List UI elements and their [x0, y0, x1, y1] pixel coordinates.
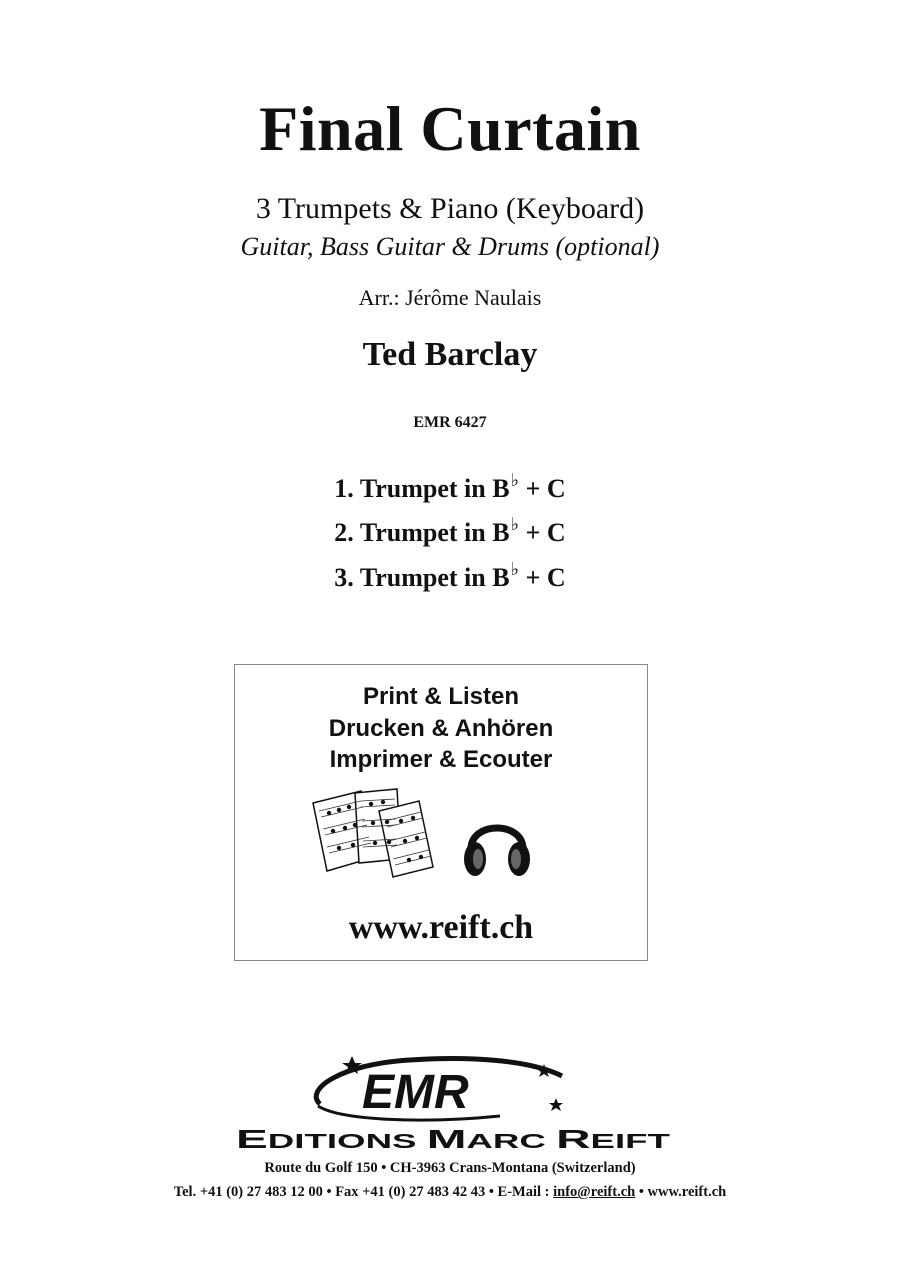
publisher-name [236, 1124, 670, 1154]
optional-instruments: Guitar, Bass Guitar & Drums (optional) [240, 232, 660, 261]
promo-line-french: Imprimer & Ecouter [329, 746, 553, 773]
promo-line-german: Drucken & Anhören [328, 715, 554, 742]
print-listen-box [234, 664, 648, 961]
promo-line-english: Print & Listen [362, 683, 519, 710]
part-1 [0, 470, 900, 504]
flat-sign: ♭ [510, 559, 520, 579]
part-3-name: 3. Trumpet in B [334, 563, 510, 592]
part-2-key: + C [519, 518, 566, 547]
publisher-contact [0, 1184, 900, 1201]
part-1-name: 1. Trumpet in B [334, 474, 510, 503]
headphones-icon [461, 803, 533, 883]
svg-text:EDITIONS MARC REIFT: E DITIONS M ARC R EIFT [236, 1124, 634, 1154]
flat-sign: ♭ [510, 514, 520, 534]
sheet-music-icon [309, 787, 439, 881]
catalog-number: EMR 6427 [413, 414, 487, 431]
publisher-address: Route du Golf 150 • CH-3963 Crans-Montana (Switzerland) [264, 1160, 636, 1176]
flat-sign: ♭ [510, 470, 520, 490]
part-3-key: + C [519, 563, 566, 592]
emr-logo [300, 1050, 590, 1130]
arranger: Arr.: Jérôme Naulais [358, 285, 542, 310]
instrumentation: 3 Trumpets & Piano (Keyboard) [255, 192, 645, 225]
part-2-name: 2. Trumpet in B [334, 518, 510, 547]
part-3 [0, 559, 900, 593]
logo-text: EMR [362, 1066, 469, 1119]
contact-website[interactable]: • www.reift.ch [635, 1184, 727, 1200]
contact-phone-fax: Tel. +41 (0) 27 483 12 00 • Fax +41 (0) 27 483 42 43 • E-Mail : [173, 1184, 554, 1200]
promo-website-link[interactable]: www.reift.ch [348, 909, 534, 946]
part-1-key: + C [519, 474, 566, 503]
part-2 [0, 514, 900, 548]
page-title: Final Curtain [259, 93, 641, 164]
composer: Ted Barclay [362, 336, 538, 373]
email-link[interactable]: info@reift.ch [553, 1184, 636, 1200]
